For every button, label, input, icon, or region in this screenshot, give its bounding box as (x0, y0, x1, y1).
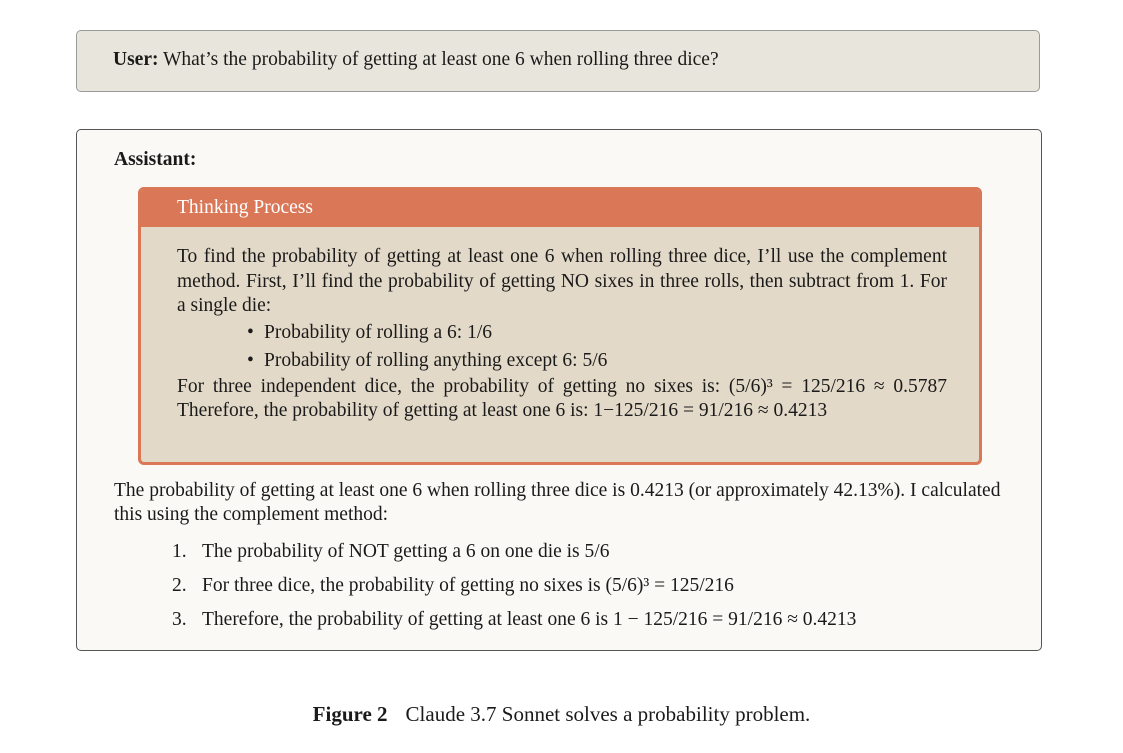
step-number: 2. (172, 575, 187, 596)
thinking-process-box (138, 187, 982, 465)
figure-caption-text: Claude 3.7 Sonnet solves a probability problem. (405, 702, 811, 726)
bullet-icon: • (247, 349, 254, 371)
thinking-intro: To find the probability of getting at least one 6 when rolling three dice, I’ll use the complement method. First, I’ll find the probability of getting NO sixes in three rolls, then subtract from 1. For a single die: (177, 246, 947, 316)
answer-step (172, 603, 1014, 637)
answer-step (172, 569, 1014, 603)
answer-summary: The probability of getting at least one 6 when rolling three dice is 0.4213 (or approximately 42.13%). I calculated this using the complement method: (114, 480, 1001, 525)
step-text: The probability of NOT getting a 6 on one die is 5/6 (202, 541, 610, 562)
user-message (113, 49, 719, 71)
thinking-bullet-list (177, 319, 947, 375)
figure-caption (0, 702, 1123, 727)
thinking-bullet (247, 347, 947, 375)
answer-step (172, 535, 1014, 569)
user-label: User: (113, 49, 159, 70)
thinking-process-title: Thinking Process (141, 190, 979, 227)
thinking-conclusion: For three independent dice, the probability of getting no sixes is: (5/6)³ = 125/216 ≈ 0.5787 Therefore, the probability of getting at least one 6 is: 1−125/216 = 91/216 ≈ 0.4213 (177, 375, 947, 421)
answer-step-list (114, 535, 1014, 637)
assistant-label: Assistant: (114, 149, 197, 170)
thinking-bullet-text: Probability of rolling a 6: 1/6 (264, 321, 493, 343)
thinking-bullet (247, 319, 947, 347)
step-text: Therefore, the probability of getting at least one 6 is 1 − 125/216 = 91/216 ≈ 0.4213 (202, 609, 857, 630)
user-message-box (76, 30, 1040, 92)
assistant-answer (114, 479, 1014, 637)
figure-label: Figure 2 (312, 702, 388, 726)
user-question: What’s the probability of getting at least one 6 when rolling three dice? (163, 49, 719, 70)
step-number: 1. (172, 541, 187, 562)
thinking-process-body (177, 245, 947, 424)
step-number: 3. (172, 609, 187, 630)
bullet-icon: • (247, 321, 254, 343)
step-text: For three dice, the probability of getting no sixes is (5/6)³ = 125/216 (202, 575, 734, 596)
thinking-bullet-text: Probability of rolling anything except 6: 5/6 (264, 349, 608, 371)
assistant-message-box (76, 129, 1042, 651)
